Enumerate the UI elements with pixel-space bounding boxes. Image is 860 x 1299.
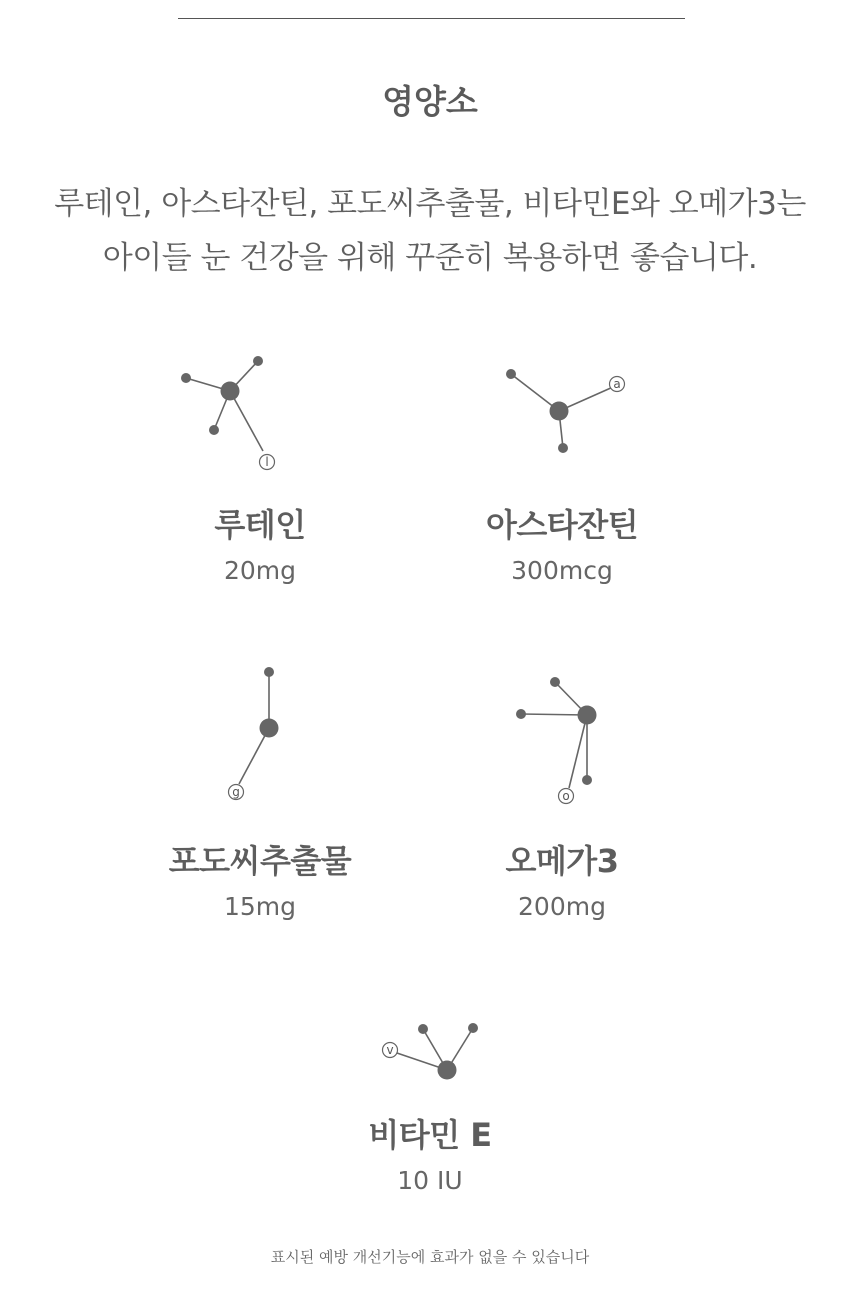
nutrient-name: 아스타잔틴 bbox=[485, 506, 639, 544]
nutrient-amount: 10 IU bbox=[397, 1166, 463, 1195]
molecule-icon bbox=[110, 350, 410, 480]
nutrient-lutein bbox=[110, 350, 410, 585]
nutrient-vitamin-e bbox=[280, 1015, 580, 1195]
nutrient-name: 루테인 bbox=[214, 506, 306, 544]
nutrient-grape-seed-extract bbox=[110, 660, 410, 921]
nutrient-name: 오메가3 bbox=[505, 842, 619, 880]
letter-label: a bbox=[613, 377, 621, 391]
nutrient-amount: 20mg bbox=[223, 556, 297, 585]
letter-label: v bbox=[386, 1043, 394, 1057]
nutrient-amount: 200mg bbox=[518, 892, 606, 921]
letter-label: o bbox=[562, 789, 570, 803]
molecule-icon bbox=[412, 660, 712, 815]
disclaimer: 표시된 예방 개선기능에 효과가 없을 수 있습니다 bbox=[270, 1248, 590, 1266]
nutrient-astaxanthin bbox=[412, 350, 712, 585]
intro-line-1: 루테인, 아스타잔틴, 포도씨추출물, 비타민E와 오메가3는 bbox=[54, 186, 806, 222]
nutrient-name: 비타민 E bbox=[368, 1116, 492, 1154]
molecule-icon bbox=[280, 1015, 580, 1090]
letter-label: g bbox=[232, 785, 240, 799]
intro-line-2: 아이들 눈 건강을 위해 꾸준히 복용하면 좋습니다. bbox=[102, 240, 758, 276]
section-heading: 영양소 bbox=[382, 82, 478, 121]
nutrient-name: 포도씨추출물 bbox=[168, 842, 352, 880]
molecule-icon bbox=[412, 350, 712, 480]
letter-label: l bbox=[265, 455, 269, 469]
molecule-icon bbox=[110, 660, 410, 815]
nutrient-omega3 bbox=[412, 660, 712, 921]
nutrient-amount: 15mg bbox=[223, 892, 297, 921]
top-divider bbox=[178, 18, 685, 19]
nutrient-amount: 300mcg bbox=[511, 556, 613, 585]
